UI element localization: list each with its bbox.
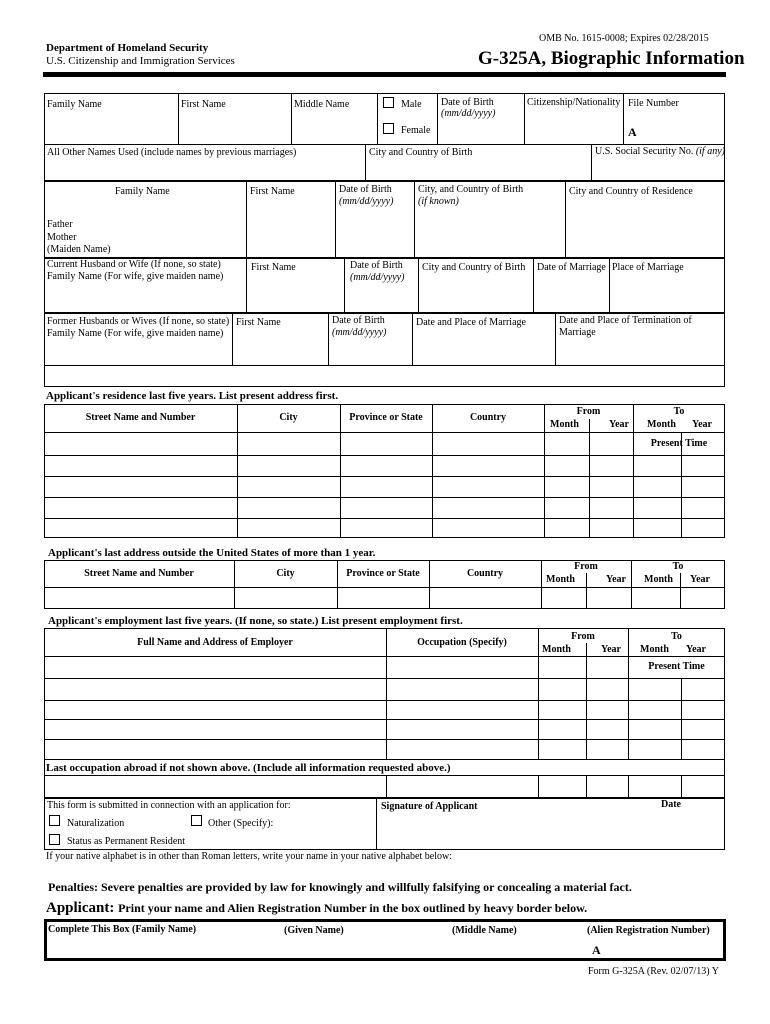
res-row1-country-input[interactable] <box>434 434 542 453</box>
mother-birth-place-input[interactable] <box>416 231 563 256</box>
agency-name: U.S. Citizenship and Immigration Services <box>46 55 235 67</box>
employment-section-title: Applicant's employment last five years. (If none, so state.) List present employment first. <box>48 615 463 627</box>
spouse-first-name-label: First Name <box>251 262 296 273</box>
file-number-prefix: A <box>628 125 637 139</box>
emp-from-header: From <box>571 631 595 642</box>
native-alphabet-input[interactable] <box>44 862 725 876</box>
former-dob-format: (mm/dd/yyyy) <box>332 327 387 338</box>
date-label: Date <box>661 799 681 810</box>
former-spouse-label-1: Former Husbands or Wives (If none, so state) <box>47 316 230 327</box>
parents-residence-label: City and Country of Residence <box>569 186 693 197</box>
form-revision: Form G-325A (Rev. 02/07/13) Y <box>588 966 719 977</box>
other-checkbox[interactable] <box>191 815 202 826</box>
permanent-resident-checkbox[interactable] <box>49 834 60 845</box>
spouse-birth-place-label: City and Country of Birth <box>422 262 526 273</box>
citizenship-label: Citizenship/Nationality <box>527 97 621 108</box>
father-birth-place-input[interactable] <box>416 217 563 230</box>
former-first-name-label: First Name <box>236 317 281 328</box>
file-number-label: File Number <box>628 98 679 109</box>
male-label: Male <box>401 99 422 110</box>
res-from-month: Month <box>550 419 579 430</box>
box-family-name-input[interactable] <box>50 938 278 956</box>
family-name-label: Family Name <box>47 99 102 110</box>
res-row3-street-input[interactable] <box>46 478 235 495</box>
first-name-label: First Name <box>181 99 226 110</box>
ssn-label: U.S. Social Security No. (if any) <box>595 146 725 157</box>
parents-first-name-label: First Name <box>250 186 295 197</box>
father-label: Father <box>47 219 73 230</box>
parents-birth-place-label: City, and Country of Birth <box>418 184 524 195</box>
father-first-name-input[interactable] <box>248 217 333 230</box>
middle-name-input[interactable] <box>293 113 375 141</box>
emp-from-year: Year <box>601 644 621 655</box>
emp-to-year: Year <box>686 644 706 655</box>
native-alphabet-label: If your native alphabet is in other than Roman letters, write your name in your native alphabet below: <box>46 851 452 862</box>
family-name-input[interactable] <box>46 113 176 141</box>
res-row1-street-input[interactable] <box>46 434 235 453</box>
dob-input[interactable] <box>439 122 522 142</box>
given-name-label: (Given Name) <box>284 925 344 936</box>
res-from-year: Year <box>609 419 629 430</box>
other-names-label: All Other Names Used (include names by previous marriages) <box>47 147 297 158</box>
abroad-occupation-input[interactable] <box>388 777 536 796</box>
former-dob-input[interactable] <box>330 341 410 363</box>
box-middle-name-input[interactable] <box>450 938 584 956</box>
res-country-header: Country <box>469 412 507 423</box>
out-to-month: Month <box>644 574 673 585</box>
last-occupation-abroad-label: Last occupation abroad if not shown above. (Include all information requested above.) <box>46 762 451 774</box>
other-names-input[interactable] <box>46 160 363 179</box>
out-city-header: City <box>276 568 295 579</box>
header-rule <box>43 72 726 77</box>
form-title: G-325A, Biographic Information <box>478 48 745 69</box>
signature-label: Signature of Applicant <box>381 801 478 812</box>
former-spouse-label-2: Family Name (For wife, give maiden name) <box>47 328 224 339</box>
place-of-marriage-label: Place of Marriage <box>612 262 684 273</box>
residence-section-title: Applicant's residence last five years. List present address first. <box>46 390 339 402</box>
former-termination-input[interactable] <box>557 341 723 363</box>
out-to-year: Year <box>690 574 710 585</box>
occupation-header: Occupation (Specify) <box>417 637 507 648</box>
res-street-header: Street Name and Number <box>85 412 196 423</box>
out-country-input[interactable] <box>431 589 539 607</box>
res-row4-street-input[interactable] <box>46 499 235 516</box>
female-checkbox[interactable] <box>383 123 394 134</box>
spouse-marriage-date-input[interactable] <box>535 285 607 311</box>
father-family-name-input[interactable] <box>90 217 244 230</box>
city-country-birth-input[interactable] <box>367 160 589 179</box>
former-family-name-input[interactable] <box>46 341 230 363</box>
emp-row2-employer-input[interactable] <box>46 680 384 698</box>
res-to-month: Month <box>647 419 676 430</box>
emp-row1-employer-input[interactable] <box>46 658 384 676</box>
penalties-text: Penalties: Severe penalties are provided by law for knowingly and willfully falsifying or concealing a material fact. <box>48 880 632 894</box>
emp-to-header: To <box>671 631 682 642</box>
res-to-year: Year <box>692 419 712 430</box>
res-row5-street-input[interactable] <box>46 520 235 536</box>
res-row2-street-input[interactable] <box>46 457 235 474</box>
spouse-dob-input[interactable] <box>346 285 416 311</box>
file-number-input[interactable] <box>640 123 722 141</box>
emp-from-month: Month <box>542 644 571 655</box>
out-province-header: Province or State <box>346 568 420 579</box>
out-city-input[interactable] <box>236 589 335 607</box>
emp-row3-employer-input[interactable] <box>46 702 384 717</box>
former-dob-label: Date of Birth <box>332 315 385 326</box>
out-street-input[interactable] <box>46 589 232 607</box>
mother-family-name-input[interactable] <box>90 231 244 256</box>
termination-label-2: Marriage <box>559 327 596 338</box>
other-label: Other (Specify): <box>208 818 274 829</box>
middle-name-box-label: (Middle Name) <box>452 925 517 936</box>
naturalization-checkbox[interactable] <box>49 815 60 826</box>
parents-family-name-label: Family Name <box>115 186 170 197</box>
res-present-time: Present Time <box>650 438 708 449</box>
box-alien-number-input[interactable] <box>604 938 720 956</box>
alien-number-prefix: A <box>592 943 601 957</box>
res-row1-province-input[interactable] <box>342 434 430 453</box>
box-given-name-input[interactable] <box>282 938 448 956</box>
spouse-dob-format: (mm/dd/yyyy) <box>350 272 405 283</box>
ssn-input[interactable] <box>593 160 723 179</box>
out-country-header: Country <box>466 568 504 579</box>
parents-dob-label: Date of Birth <box>339 184 392 195</box>
dob-label: Date of Birth <box>441 97 494 108</box>
out-from-year: Year <box>606 574 626 585</box>
res-from-header: From <box>576 406 601 417</box>
middle-name-label: Middle Name <box>294 99 350 110</box>
abroad-employer-input[interactable] <box>46 777 384 796</box>
res-city-header: City <box>279 412 298 423</box>
spouse-dob-label: Date of Birth <box>350 260 403 271</box>
maiden-name-label: (Maiden Name) <box>47 244 111 255</box>
former-spouse-extra-input[interactable] <box>46 367 723 385</box>
spouse-first-name-input[interactable] <box>248 285 342 311</box>
spouse-family-name-input[interactable] <box>46 285 244 311</box>
mother-label: Mother <box>47 232 77 243</box>
dob-format: (mm/dd/yyyy) <box>441 108 496 119</box>
father-residence-input[interactable] <box>567 217 723 230</box>
submission-label: This form is submitted in connection with an application for: <box>47 800 291 811</box>
res-to-header: To <box>673 406 685 417</box>
spouse-label-2: Family Name (For wife, give maiden name) <box>47 271 224 282</box>
signature-input[interactable] <box>380 814 640 848</box>
naturalization-label: Naturalization <box>67 818 125 829</box>
first-name-input[interactable] <box>180 113 289 141</box>
mother-residence-input[interactable] <box>567 231 723 256</box>
res-province-header: Province or State <box>349 412 423 423</box>
former-marriage-label: Date and Place of Marriage <box>416 317 526 328</box>
father-dob-input[interactable] <box>337 217 412 230</box>
emp-row4-employer-input[interactable] <box>46 721 384 737</box>
date-input[interactable] <box>642 814 723 848</box>
mother-dob-input[interactable] <box>337 231 412 256</box>
city-country-birth-label: City and Country of Birth <box>369 147 473 158</box>
former-marriage-input[interactable] <box>414 341 553 363</box>
termination-label-1: Date and Place of Termination of <box>559 315 692 326</box>
permanent-resident-label: Status as Permanent Resident <box>67 836 186 847</box>
former-first-name-input[interactable] <box>234 341 326 363</box>
citizenship-input[interactable] <box>526 113 621 141</box>
parents-dob-format: (mm/dd/yyyy) <box>339 196 394 207</box>
emp-present-time: Present Time <box>648 661 705 672</box>
employer-header: Full Name and Address of Employer <box>137 637 293 648</box>
date-of-marriage-label: Date of Marriage <box>537 262 606 273</box>
spouse-birth-place-input[interactable] <box>420 285 531 311</box>
emp-row1-occupation-input[interactable] <box>388 658 536 676</box>
female-label: Female <box>401 125 431 136</box>
outside-section-title: Applicant's last address outside the United States of more than 1 year. <box>48 547 376 559</box>
parents-birth-place-note: (if known) <box>418 196 459 207</box>
complete-box-label: Complete This Box (Family Name) <box>48 924 197 935</box>
out-province-input[interactable] <box>339 589 427 607</box>
res-row1-city-input[interactable] <box>239 434 338 453</box>
omb-number: OMB No. 1615-0008; Expires 02/28/2015 <box>539 33 709 44</box>
out-to-header: To <box>672 561 684 572</box>
emp-row5-employer-input[interactable] <box>46 741 384 757</box>
spouse-label-1: Current Husband or Wife (If none, so state) <box>47 259 221 270</box>
department-name: Department of Homeland Security <box>46 42 209 54</box>
other-specify-input[interactable] <box>275 815 374 829</box>
male-checkbox[interactable] <box>383 97 394 108</box>
out-from-header: From <box>574 561 598 572</box>
alien-number-label: (Alien Registration Number) <box>587 925 710 936</box>
spouse-marriage-place-input[interactable] <box>611 285 723 311</box>
out-street-header: Street Name and Number <box>84 568 194 579</box>
out-from-month: Month <box>546 574 575 585</box>
applicant-instruction: Applicant: Print your name and Alien Registration Number in the box outlined by heavy border below. <box>46 900 588 916</box>
emp-to-month: Month <box>640 644 669 655</box>
mother-first-name-input[interactable] <box>248 231 333 256</box>
